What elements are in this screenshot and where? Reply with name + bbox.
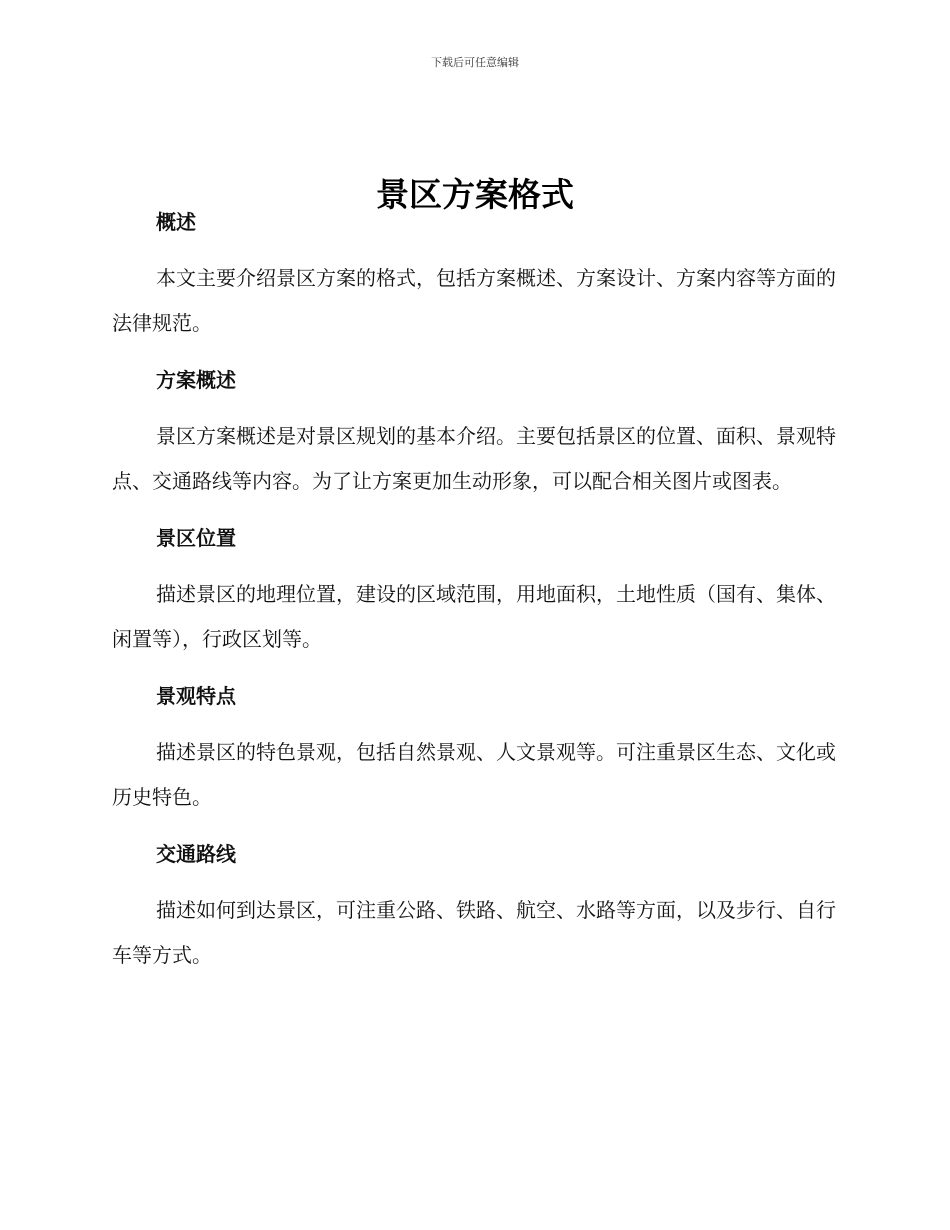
section-paragraph: 描述景区的地理位置，建设的区域范围，用地面积，土地性质（国有、集体、闲置等），行政区划等。 [112,582,836,651]
section-plan-overview [112,358,836,504]
section-paragraph: 景区方案概述是对景区规划的基本介绍。主要包括景区的位置、面积、景观特点、交通路线等内容。为了让方案更加生动形象，可以配合相关图片或图表。 [112,424,836,493]
document-body [112,200,836,990]
section-heading: 概述 [156,210,196,234]
section-paragraph: 本文主要介绍景区方案的格式，包括方案概述、方案设计、方案内容等方面的法律规范。 [112,266,836,335]
section-paragraph: 描述景区的特色景观，包括自然景观、人文景观等。可注重景区生态、文化或历史特色。 [112,740,836,809]
section-transport-routes [112,832,836,978]
document-title: 景区方案格式 [376,175,574,215]
section-heading: 方案概述 [156,368,236,392]
section-heading: 景区位置 [156,526,236,550]
section-heading: 交通路线 [156,842,236,866]
section-paragraph: 描述如何到达景区，可注重公路、铁路、航空、水路等方面，以及步行、自行车等方式。 [112,898,836,967]
section-heading: 景观特点 [156,684,236,708]
section-location [112,516,836,662]
section-overview [112,200,836,346]
section-landscape-features [112,674,836,820]
page-header-note: 下载后可任意编辑 [431,56,519,69]
